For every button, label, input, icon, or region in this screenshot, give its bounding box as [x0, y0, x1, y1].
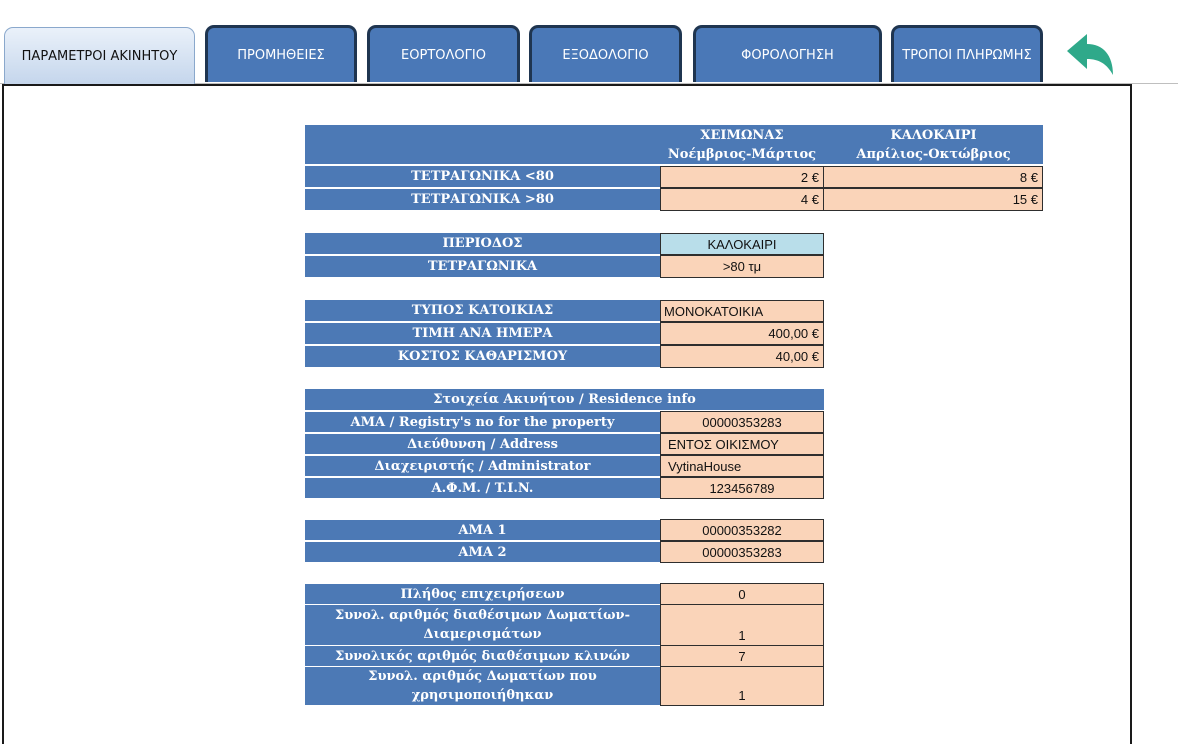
price-per-day-value[interactable]: 400,00 €: [660, 322, 824, 345]
price-per-day-label: ΤΙΜΗ ΑΝΑ ΗΜΕΡΑ: [305, 323, 660, 344]
summer-header-title: ΚΑΛΟΚΑΙΡΙ: [890, 127, 977, 143]
area-over-80-label: ΤΕΤΡΑΓΩΝΙΚΑ >80: [305, 189, 660, 210]
beds-available-label: Συνολικός αριθμός διαθέσιμων κλινών: [305, 646, 660, 666]
businesses-count-label: Πλήθος επιχειρήσεων: [305, 584, 660, 604]
tab-expenses[interactable]: ΕΞΟΔΟΛΟΓΙΟ: [529, 25, 682, 82]
tab-commissions[interactable]: ΠΡΟΜΗΘΕΙΕΣ: [205, 25, 357, 82]
area-over-80-summer-price[interactable]: 15 €: [823, 188, 1043, 211]
rooms-available-value[interactable]: 1: [660, 604, 824, 646]
rooms-used-label: Συνολ. αριθμός Δωματίων που χρησιμοποιήθηκαν: [305, 667, 660, 705]
pricing-header-blank: [305, 125, 660, 164]
address-label: Διεύθυνση / Address: [305, 434, 660, 454]
cleaning-cost-label: ΚΟΣΤΟΣ ΚΑΘΑΡΙΣΜΟΥ: [305, 346, 660, 367]
summer-header-months: Απρίλιος-Οκτώβριος: [856, 146, 1011, 162]
ama1-label: ΑΜΑ 1: [305, 520, 660, 540]
tab-taxation[interactable]: ΦΟΡΟΛΟΓΗΣΗ: [693, 25, 882, 82]
tab-property-parameters[interactable]: ΠΑΡΑΜΕΤΡΟΙ ΑΚΙΝΗΤΟΥ: [4, 27, 195, 84]
tab-payment-methods[interactable]: ΤΡΟΠΟΙ ΠΛΗΡΩΜΗΣ: [891, 25, 1043, 82]
area-over-80-winter-price[interactable]: 4 €: [660, 188, 824, 211]
administrator-value[interactable]: VytinaHouse: [660, 455, 824, 477]
winter-header: [660, 125, 824, 164]
rooms-used-value[interactable]: 1: [660, 666, 824, 706]
ama2-value[interactable]: 00000353283: [660, 541, 824, 563]
winter-header-title: ΧΕΙΜΩΝΑΣ: [700, 127, 784, 143]
summer-header: [824, 125, 1043, 164]
area-under-80-summer-price[interactable]: 8 €: [823, 166, 1043, 188]
tab-holidays[interactable]: ΕΟΡΤΟΛΟΓΙΟ: [367, 25, 520, 82]
period-select[interactable]: ΚΑΛΟΚΑΙΡΙ: [660, 233, 824, 255]
ama2-label: ΑΜΑ 2: [305, 542, 660, 562]
tin-value[interactable]: 123456789: [660, 477, 824, 499]
tin-label: Α.Φ.Μ. / T.I.N.: [305, 478, 660, 498]
beds-available-value[interactable]: 7: [660, 645, 824, 667]
administrator-label: Διαχειριστής / Administrator: [305, 456, 660, 476]
registry-number-value[interactable]: 00000353283: [660, 411, 824, 433]
businesses-count-value[interactable]: 0: [660, 583, 824, 605]
area-select[interactable]: >80 τμ: [660, 255, 824, 278]
rooms-available-label: Συνολ. αριθμός διαθέσιμων Δωματίων-Διαμερισμάτων: [305, 605, 660, 645]
area-under-80-winter-price[interactable]: 2 €: [660, 166, 824, 188]
registry-number-label: ΑΜΑ / Registry's no for the property: [305, 412, 660, 432]
ama1-value[interactable]: 00000353282: [660, 519, 824, 541]
period-label: ΠΕΡΙΟΔΟΣ: [305, 233, 660, 254]
house-type-label: ΤΥΠΟΣ ΚΑΤΟΙΚΙΑΣ: [305, 300, 660, 321]
house-type-select[interactable]: ΜΟΝΟΚΑΤΟΙΚΙΑ: [660, 300, 824, 322]
address-value[interactable]: ΕΝΤΟΣ ΟΙΚΙΣΜΟΥ: [660, 433, 824, 455]
residence-info-title: Στοιχεία Ακινήτου / Residence info: [305, 389, 824, 410]
undo-arrow-icon[interactable]: [1063, 31, 1117, 79]
winter-header-months: Νοέμβριος-Μάρτιος: [667, 146, 817, 162]
area-label: ΤΕΤΡΑΓΩΝΙΚΑ: [305, 256, 660, 277]
cleaning-cost-value[interactable]: 40,00 €: [660, 345, 824, 368]
area-under-80-label: ΤΕΤΡΑΓΩΝΙΚΑ <80: [305, 166, 660, 187]
